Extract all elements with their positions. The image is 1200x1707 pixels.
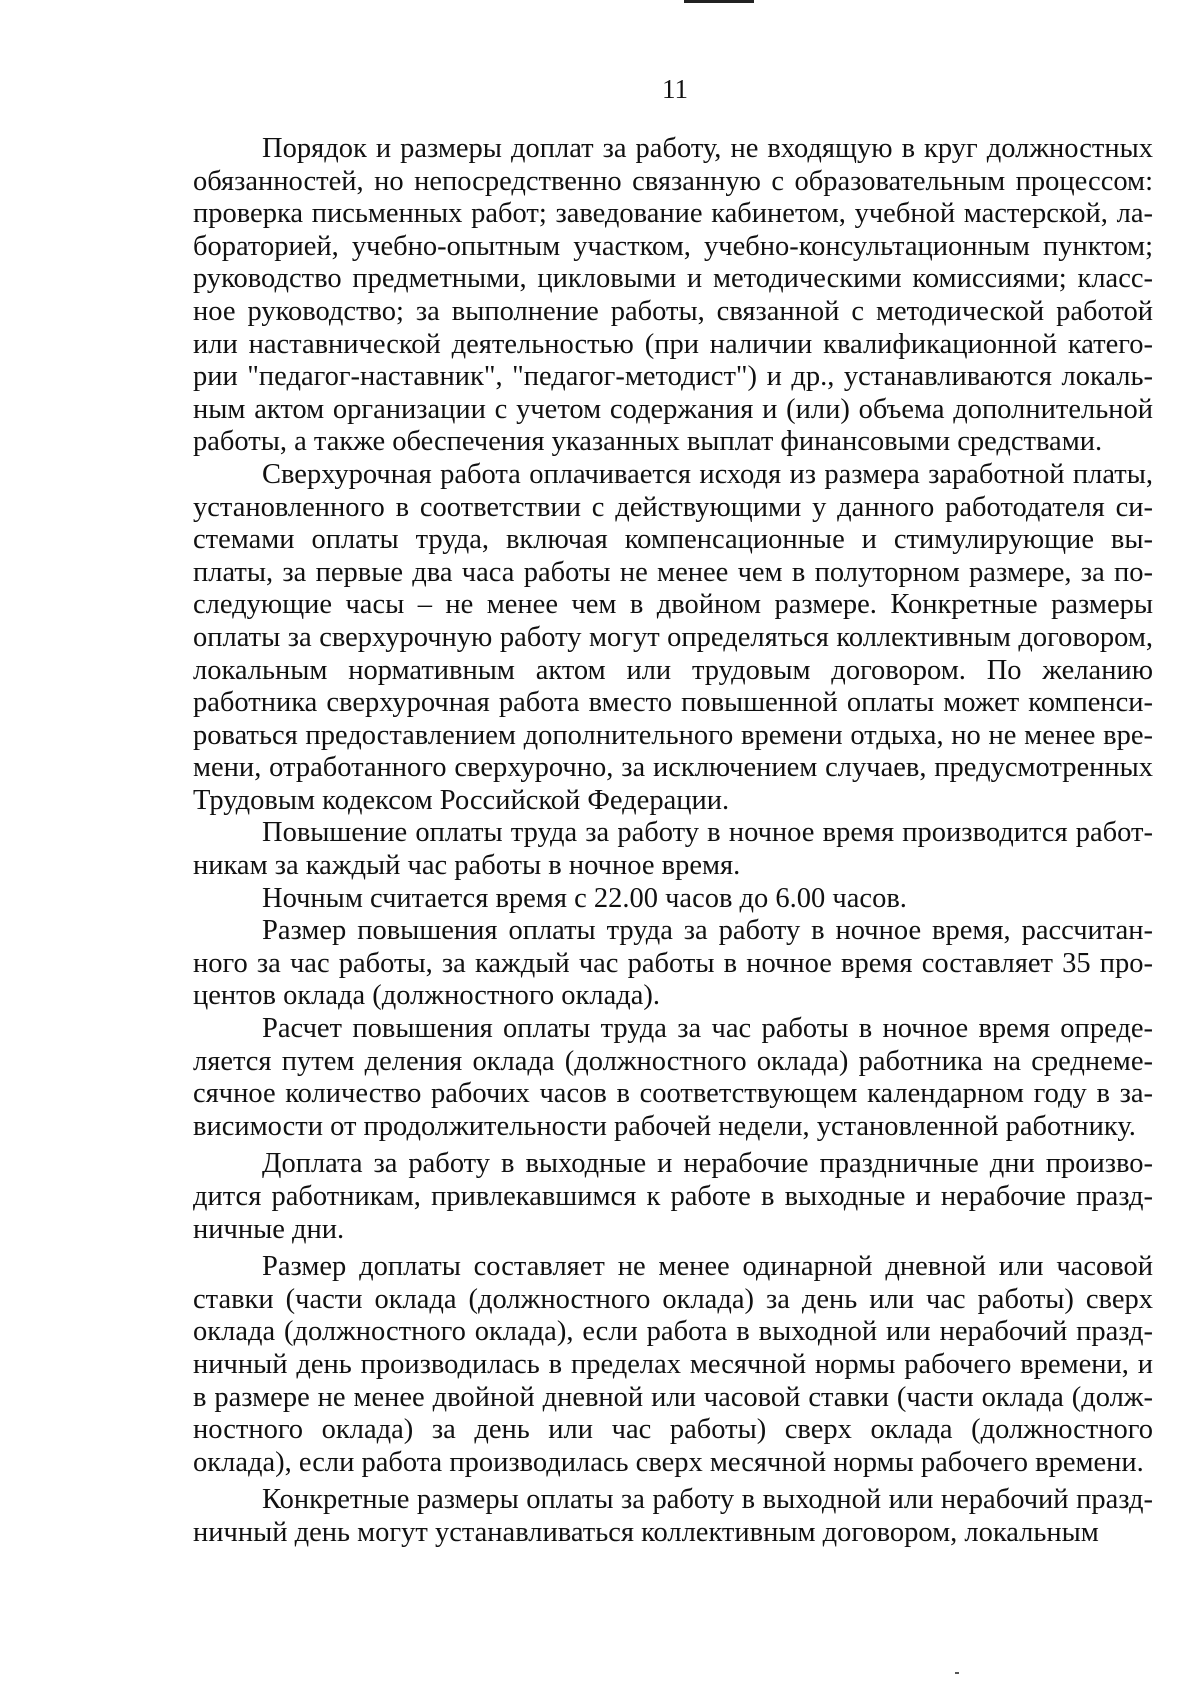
paragraph-night-work-increase: Повышение оплаты труда за работу в ночное время производится работникам за каждый час работы в ночное время. <box>193 817 1153 882</box>
document-body <box>193 133 1153 1550</box>
paragraph-weekend-pay: Доплата за работу в выходные и нерабочие праздничные дни производится работникам, привлекавшимся к работе в выходные и нерабочие праздничные дни. <box>193 1148 1153 1245</box>
paragraph-night-rate-calculation: Расчет повышения оплаты труда за час работы в ночное время определяется путем деления оклада (должностного оклада) работника на среднемесячное количество рабочих часов в соответствующем календарном году в зависимости от продолжительности рабочей недели, установленной работнику. <box>193 1013 1153 1142</box>
page-number: 11 <box>662 74 688 104</box>
paragraph-night-rate-size: Размер повышения оплаты труда за работу в ночное время, рассчитанного за час работы, за каждый час работы в ночное время составляет 35 процентов оклада (должностного оклада). <box>193 915 1153 1012</box>
paragraph-overtime: Сверхурочная работа оплачивается исходя из размера заработной платы, установленного в соответствии с действующими у данного работодателя системами оплаты труда, включая компенсационные и стимулирующие выплаты, за первые два часа работы не менее чем в полуторном размере, за последующие часы – не менее чем в двойном размере. Конкретные размеры оплаты за сверхурочную работу могут определяться коллективным договором, локальным нормативным актом или трудовым договором. По желанию работника сверхурочная работа вместо повышенной оплаты может компенсироваться предоставлением дополнительного времени отдыха, но не менее времени, отработанного сверхурочно, за исключением случаев, предусмотренных Трудовым кодексом Российской Федерации. <box>193 458 1153 816</box>
paragraph-weekend-pay-specifics: Конкретные размеры оплаты за работу в выходной или нерабочий праздничный день могут устанавливаться коллективным договором, локальным <box>193 1484 1153 1548</box>
scan-dot <box>955 1672 959 1674</box>
scan-artifact <box>684 0 754 3</box>
paragraph-weekend-pay-size: Размер доплаты составляет не менее одинарной дневной или часовой ставки (части оклада (должностного оклада) за день или час работы) сверх оклада (должностного оклада), если работа в выходной или нерабочий праздничный день производилась в пределах месячной нормы рабочего времени, и в размере не менее двойной дневной или часовой ставки (части оклада (должностного оклада) за день или час работы) сверх оклада (должностного оклада), если работа производилась сверх месячной нормы рабочего времени. <box>193 1251 1153 1478</box>
paragraph-night-time-definition: Ночным считается время с 22.00 часов до 6.00 часов. <box>262 882 907 914</box>
paragraph-additional-duties: Порядок и размеры доплат за работу, не входящую в круг должностных обязанностей, но непосредственно связанную с образовательным процессом: проверка письменных работ; заведование кабинетом, учебной мастерской, лабораторией, учебно-опытным участком, учебно-консультационным пунктом; руководство предметными, цикловыми и методическими комиссиями; классное руководство; за выполнение работы, связанной с методической работой или наставнической деятельностью (при наличии квалификационной категории "педагог-наставник", "педагог-методист") и др., устанавливаются локальным актом организации с учетом содержания и (или) объема дополнительной работы, а также обеспечения указанных выплат финансовыми средствами. <box>193 133 1153 458</box>
